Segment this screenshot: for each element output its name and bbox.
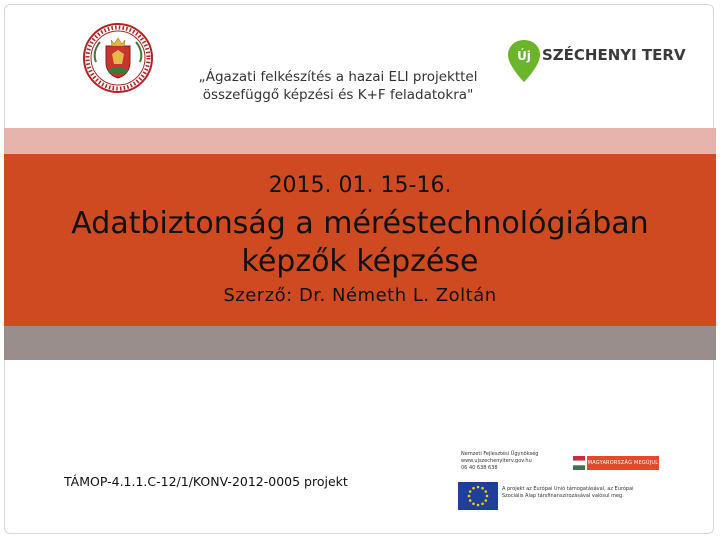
- crest-logo: [78, 18, 158, 98]
- project-subtitle-line2: összefüggő képzési és K+F feladatokra": [202, 87, 474, 103]
- project-subtitle: [168, 68, 508, 104]
- eu-line2: Szociális Alap társfinanszírozásával valósul meg.: [502, 493, 624, 499]
- title-band-top: [4, 128, 716, 154]
- eu-support-text: [502, 486, 662, 500]
- event-title: [4, 205, 716, 281]
- magyarorszag-megujul-badge: MAGYARORSZÁG MEGÚJUL: [587, 456, 659, 470]
- nfu-line1: Nemzeti Fejlesztési Ügynökség: [461, 451, 539, 457]
- hungarian-flag-icon: [573, 456, 585, 470]
- event-title-line1: Adatbiztonság a méréstechnológiában: [71, 206, 649, 241]
- nfu-contact: [461, 451, 571, 472]
- nfu-line2: www.ujszechenyiterv.gov.hu: [461, 458, 532, 464]
- szechenyi-logo-letter: Új: [517, 49, 531, 63]
- event-date: 2015. 01. 15-16.: [268, 173, 452, 198]
- eu-line1: A projekt az Európai Unió támogatásával, az Európai: [502, 486, 634, 492]
- project-subtitle-line1: „Ágazati felkészítés a hazai ELI projekttel: [198, 69, 478, 85]
- szechenyi-logo-text: SZÉCHENYI TERV: [542, 46, 686, 64]
- event-title-line2: képzők képzése: [241, 244, 479, 279]
- event-author: Szerző: Dr. Németh L. Zoltán: [223, 285, 497, 306]
- nfu-line3: 06 40 638 638: [461, 465, 498, 471]
- title-band-bottom: [4, 326, 716, 360]
- project-code: TÁMOP-4.1.1.C-12/1/KONV-2012-0005 projekt: [64, 474, 348, 489]
- eu-flag-icon: [458, 482, 498, 510]
